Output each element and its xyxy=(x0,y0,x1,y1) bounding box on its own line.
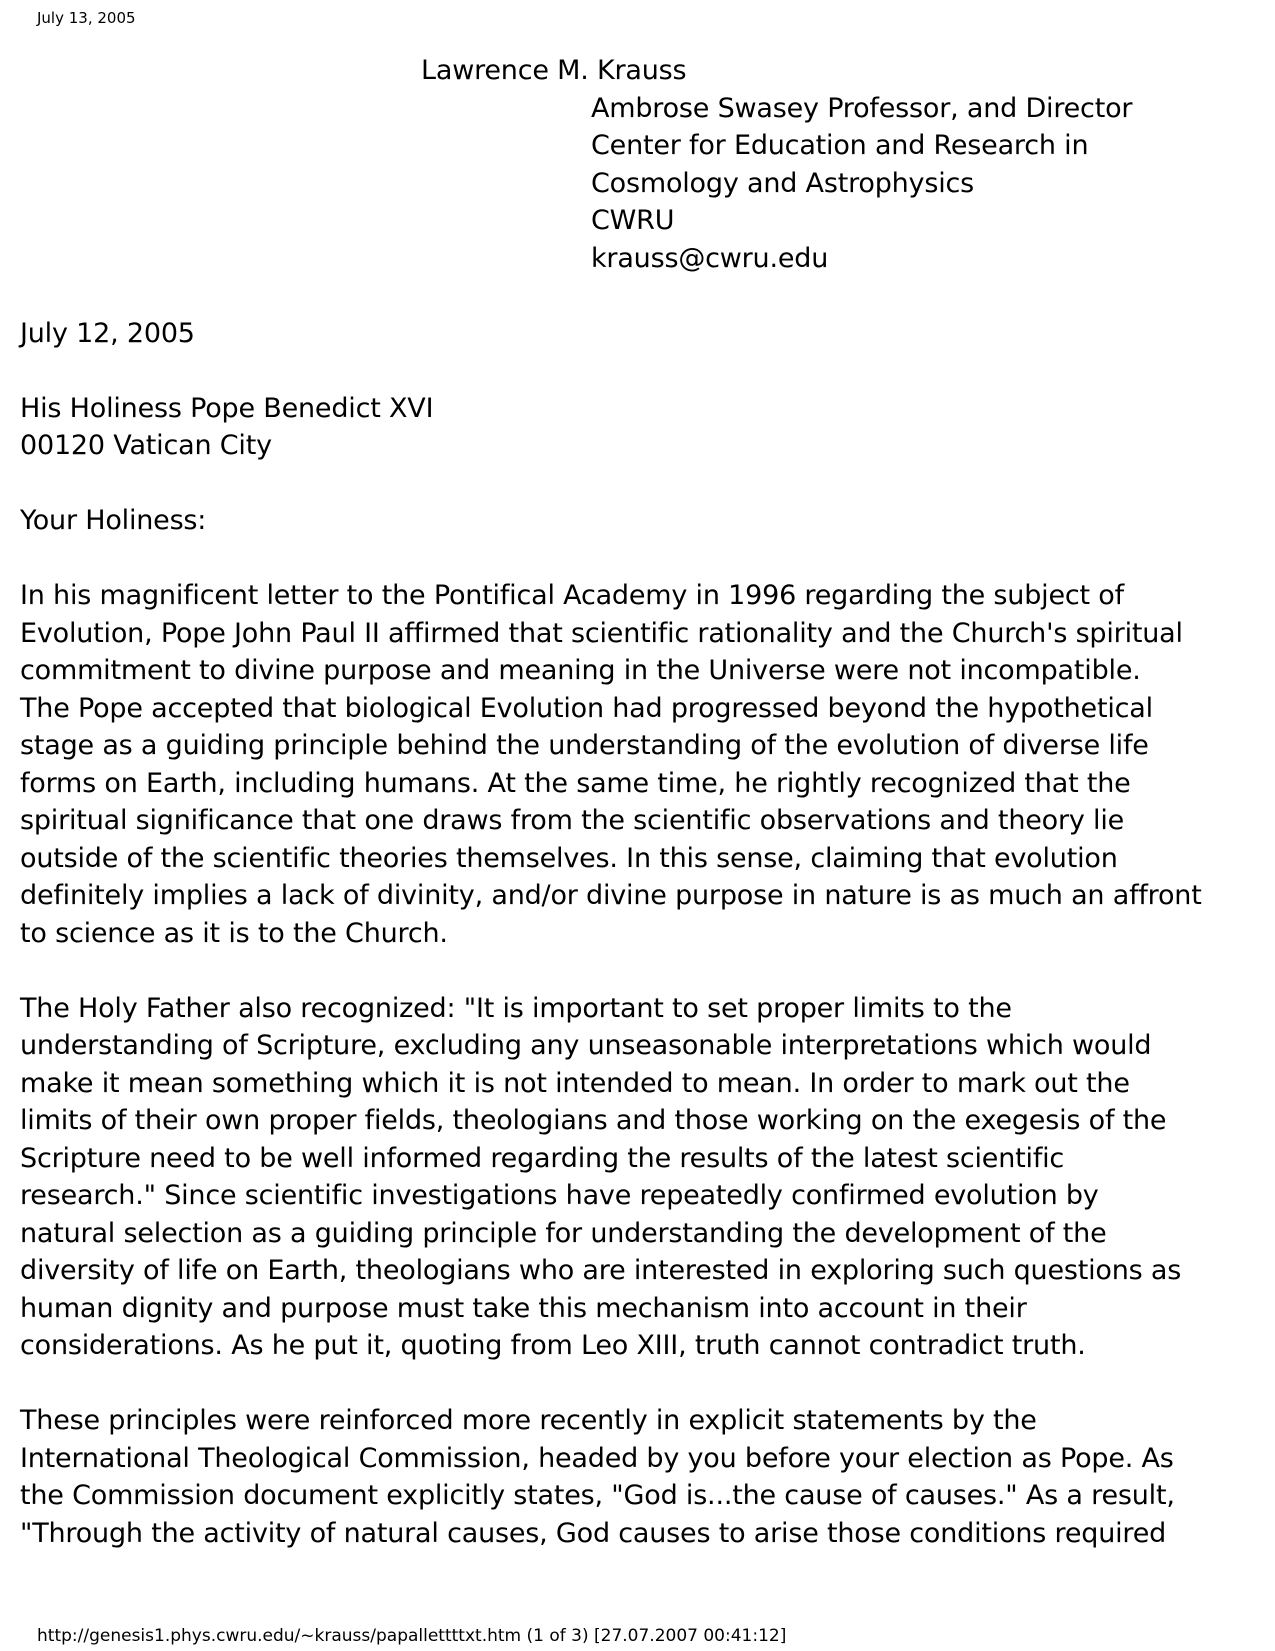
paragraph-line: considerations. As he put it, quoting from Leo XIII, truth cannot contradict truth. xyxy=(20,1330,1086,1361)
paragraph-line: "Through the activity of natural causes, God causes to arise those conditions required xyxy=(20,1517,1167,1549)
paragraph-line: human dignity and purpose must take this mechanism into account in their xyxy=(20,1292,1027,1324)
paragraph-line: limits of their own proper fields, theologians and those working on the exegesis of the xyxy=(20,1105,1167,1136)
paragraph-line: The Holy Father also recognized: "It is important to set proper limits to the xyxy=(20,992,1012,1024)
sender-block xyxy=(20,90,1252,278)
addressee-address: 00120 Vatican City xyxy=(20,430,272,461)
paragraph-1 xyxy=(20,577,1252,952)
letter-body xyxy=(20,52,1252,1552)
paragraph-2 xyxy=(20,990,1252,1365)
sender-name: Lawrence M. Krauss xyxy=(421,55,687,86)
sender-institution: CWRU xyxy=(591,205,675,236)
paragraph-line: commitment to divine purpose and meaning in the Universe were not incompatible. xyxy=(20,655,1141,686)
addressee-block xyxy=(20,390,1252,465)
paragraph-line: the Commission document explicitly states, "God is...the cause of causes." As a result, xyxy=(20,1480,1175,1511)
sender-email: krauss@cwru.edu xyxy=(591,242,829,274)
paragraph-line: The Pope accepted that biological Evolution had progressed beyond the hypothetical xyxy=(20,692,1153,724)
paragraph-line: These principles were reinforced more recently in explicit statements by the xyxy=(20,1405,1037,1436)
paragraph-3 xyxy=(20,1402,1252,1552)
source-url-footer: http://genesis1.phys.cwru.edu/~krauss/papallettttxt.htm (1 of 3) [27.07.2007 00:41:12] xyxy=(37,1626,787,1646)
sender-center-line-2: Cosmology and Astrophysics xyxy=(591,167,975,199)
letter-date: July 12, 2005 xyxy=(20,317,195,349)
addressee-name: His Holiness Pope Benedict XVI xyxy=(20,392,434,424)
paragraph-line: definitely implies a lack of divinity, and/or divine purpose in nature is as much an affront xyxy=(20,880,1202,911)
paragraph-line: research." Since scientific investigations have repeatedly confirmed evolution by xyxy=(20,1180,1099,1211)
paragraph-line: In his magnificent letter to the Pontifical Academy in 1996 regarding the subject of xyxy=(20,580,1124,611)
sender-title: Ambrose Swasey Professor, and Director xyxy=(591,92,1133,124)
paragraph-line: forms on Earth, including humans. At the same time, he rightly recognized that the xyxy=(20,767,1131,799)
salutation: Your Holiness: xyxy=(20,505,207,536)
paragraph-line: stage as a guiding principle behind the understanding of the evolution of diverse life xyxy=(20,730,1149,761)
paragraph-line: natural selection as a guiding principle for understanding the development of the xyxy=(20,1217,1107,1249)
paragraph-line: Scripture need to be well informed regarding the results of the latest scientific xyxy=(20,1142,1065,1174)
paragraph-line: make it mean something which it is not intended to mean. In order to mark out the xyxy=(20,1067,1130,1099)
paragraph-line: diversity of life on Earth, theologians who are interested in exploring such questions as xyxy=(20,1255,1182,1286)
paragraph-line: Evolution, Pope John Paul II affirmed that scientific rationality and the Church's spiritual xyxy=(20,617,1183,649)
paragraph-line: International Theological Commission, headed by you before your election as Pope. As xyxy=(20,1442,1174,1474)
paragraph-line: outside of the scientific theories themselves. In this sense, claiming that evolution xyxy=(20,842,1118,874)
paragraph-line: understanding of Scripture, excluding any unseasonable interpretations which would xyxy=(20,1030,1152,1061)
print-date-header: July 13, 2005 xyxy=(37,9,136,27)
paragraph-line: spiritual significance that one draws from the scientific observations and theory lie xyxy=(20,805,1125,836)
sender-center-line-1: Center for Education and Research in xyxy=(591,130,1089,161)
paragraph-line: to science as it is to the Church. xyxy=(20,917,448,949)
